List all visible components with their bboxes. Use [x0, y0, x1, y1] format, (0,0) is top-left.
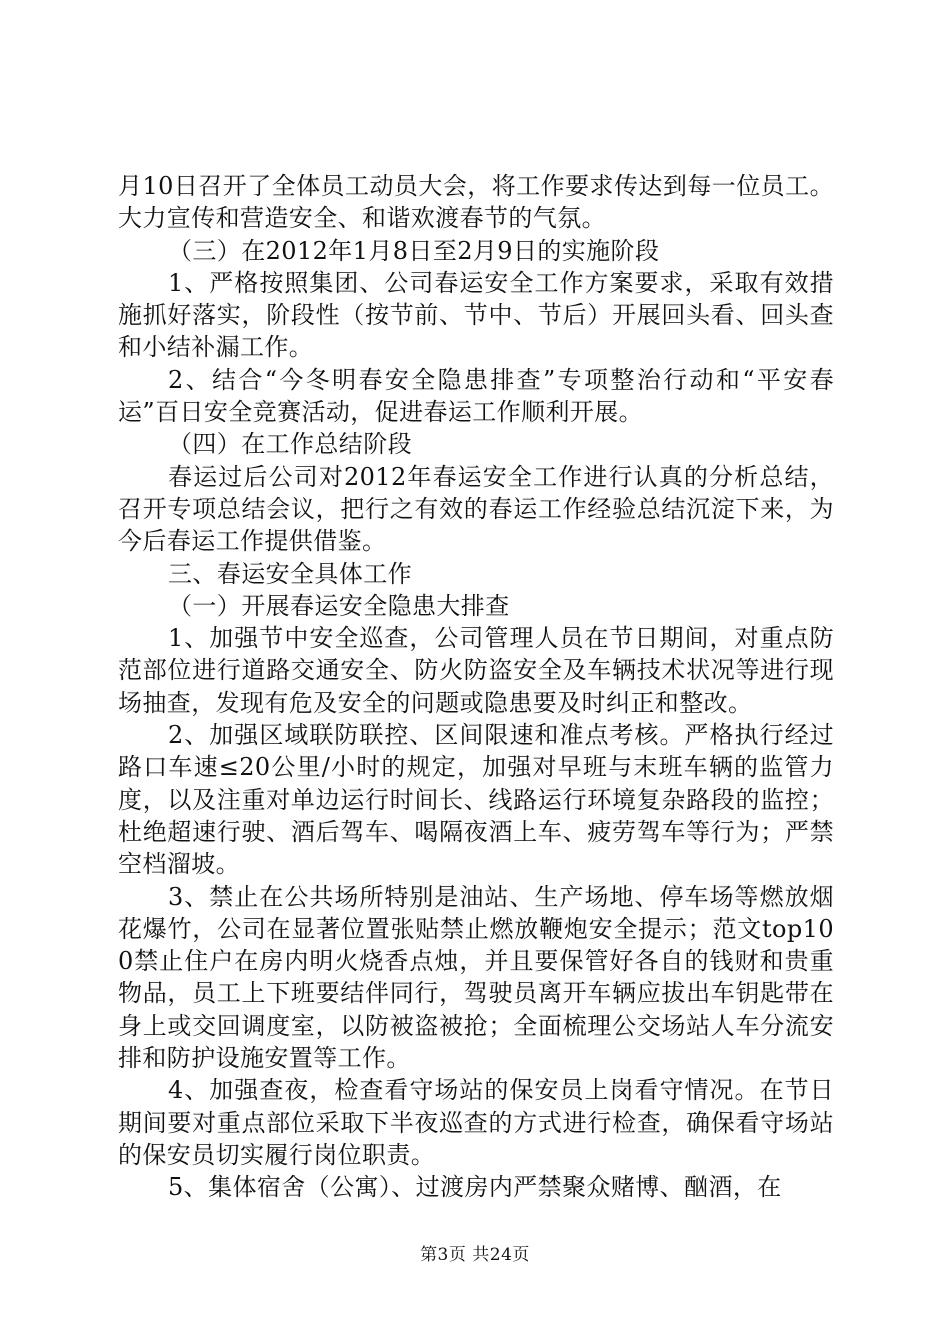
paragraph-check-item-4: 4、加强查夜，检查看守场站的保安员上岗看守情况。在节日期间要对重点部位采取下半夜巡查的方式进行检查，确保看守场站的保安员切实履行岗位职责。	[118, 1076, 834, 1169]
paragraph-check-item-5: 5、集体宿舍（公寓）、过渡房内严禁聚众赌博、酗酒，在	[168, 1173, 782, 1202]
section-heading-summary-stage: （四）在工作总结阶段	[168, 430, 412, 459]
document-body	[118, 170, 834, 1204]
paragraph-summary: 春运过后公司对2012年春运安全工作进行认真的分析总结，召开专项总结会议，把行之有效的春运工作经验总结沉淀下来，为今后春运工作提供借鉴。	[118, 462, 834, 556]
paragraph-item-1: 1、严格按照集团、公司春运安全工作方案要求，采取有效措施抓好落实，阶段性（按节前、节中、节后）开展回头看、回头查和小结补漏工作。	[118, 268, 834, 362]
paragraph-continuation: 月10日召开了全体员工动员大会，将工作要求传达到每一位员工。大力宣传和营造安全、和谐欢渡春节的气氛。	[118, 172, 834, 233]
paragraph-check-item-1: 1、加强节中安全巡查，公司管理人员在节日期间，对重点防范部位进行道路交通安全、防火防盗安全及车辆技术状况等进行现场抽查，发现有危及安全的问题或隐患要及时纠正和整改。	[118, 624, 834, 717]
paragraph-check-item-2: 2、加强区域联防联控、区间限速和准点考核。严格执行经过路口车速≤20公里/小时的规定，加强对早班与末班车辆的监管力度，以及注重对单边运行时间长、线路运行环境复杂路段的监控；杜绝超速行驶、酒后驾车、喝隔夜酒上车、疲劳驾车等行为；严禁空档溜坡。	[118, 721, 834, 879]
paragraph-check-item-3: 3、禁止在公共场所特别是油站、生产场地、停车场等燃放烟花爆竹，公司在显著位置张贴禁止燃放鞭炮安全提示；范文top100禁止住户在房内明火烧香点烛，并且要保管好各自的钱财和贵重物品，员工上下班要结伴同行，驾驶员离开车辆应拔出车钥匙带在身上或交回调度室，以防被盗被抢；全面梳理公交场站人车分流安排和防护设施安置等工作。	[118, 882, 834, 1073]
paragraph-item-2: 2、结合“今冬明春安全隐患排查”专项整治行动和“平安春运”百日安全竞赛活动，促进春运工作顺利开展。	[118, 365, 834, 427]
subsection-heading-hazard-check: （一）开展春运安全隐患大排查	[168, 591, 510, 620]
page-footer: 第3页 共24页	[420, 1245, 530, 1265]
section-heading-implementation-stage: （三）在2012年1月8日至2月9日的实施阶段	[168, 236, 660, 265]
section-heading-specific-work: 三、春运安全具体工作	[168, 559, 412, 588]
